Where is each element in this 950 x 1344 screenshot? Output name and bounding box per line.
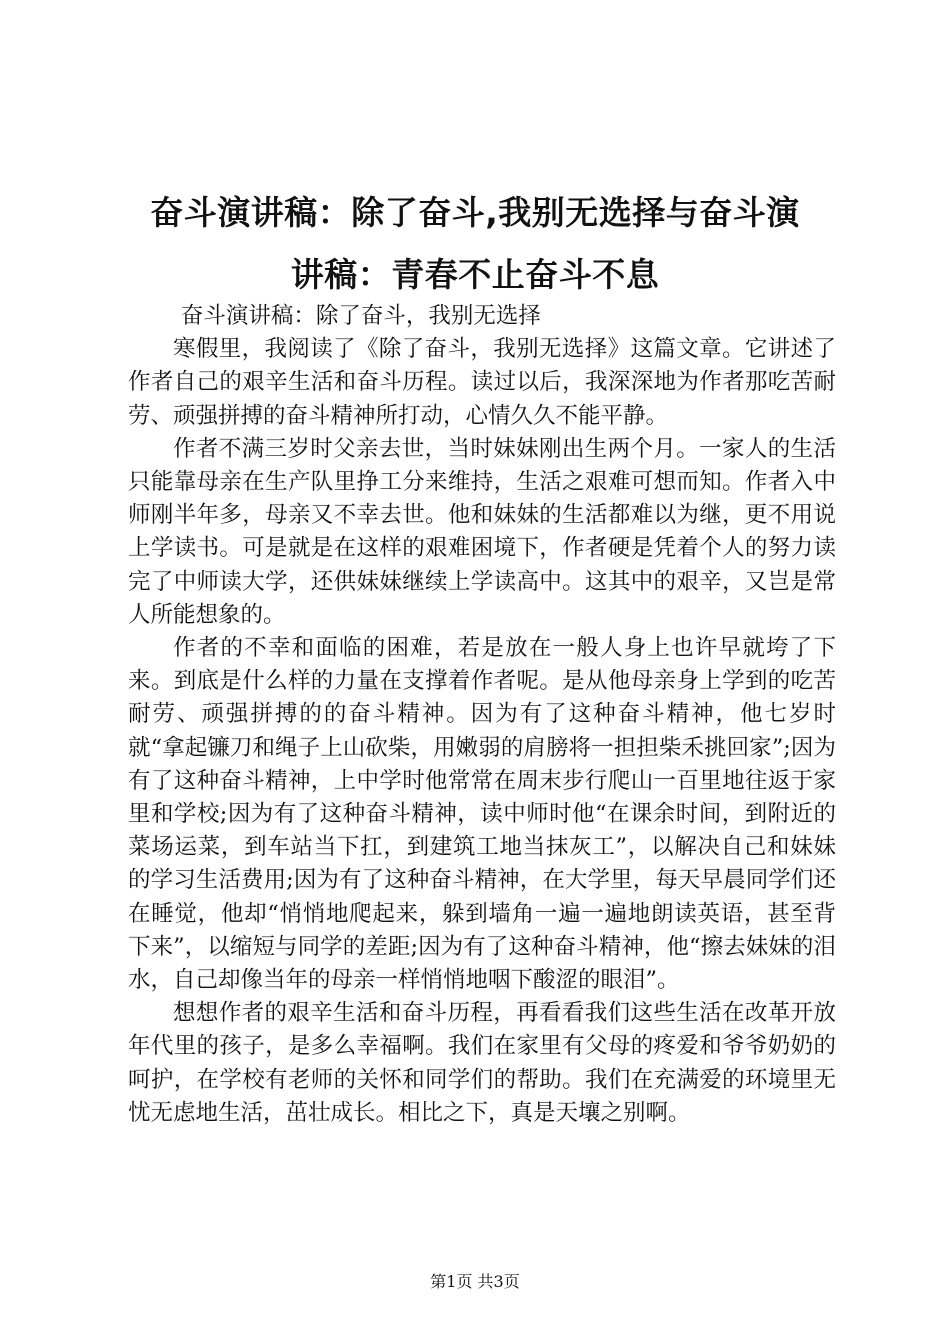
paragraph-3: 作者的不幸和面临的困难，若是放在一般人身上也许早就垮了下来。到底是什么样的力量在支撑着作者呢。是从他母亲身上学到的吃苦耐劳、顽强拼搏的的奋斗精神。因为有了这种奋斗精神，他七岁时就“拿起镰刀和绳子上山砍柴，用嫩弱的肩膀将一担担柴禾挑回家”;因为有了这种奋斗精神，上中学时他常常在周末步行爬山一百里地往返于家里和学校;因为有了这种奋斗精神，读中师时他“在课余时间，到附近的菜场运菜，到车站当下扛，到建筑工地当抹灰工”，以解决自己和妹妹的学习生活费用;因为有了这种奋斗精神，在大学里，每天早晨同学们还在睡觉，他却“悄悄地爬起来，躲到墙角一遍一遍地朗读英语，甚至背下来”，以缩短与同学的差距;因为有了这种奋斗精神，他“擦去妹妹的泪水，自己却像当年的母亲一样悄悄地咽下酸涩的眼泪”。 [128, 635, 836, 994]
paragraph-2: 作者不满三岁时父亲去世，当时妹妹刚出生两个月。一家人的生活只能靠母亲在生产队里挣工分来维持，生活之艰难可想而知。作者入中师刚半年多，母亲又不幸去世。他和妹妹的生活都难以为继，更不用说上学读书。可是就是在这样的艰难困境下，作者硬是凭着个人的努力读完了中师读大学，还供妹妹继续上学读高中。这其中的艰辛，又岂是常人所能想象的。 [128, 435, 836, 628]
paragraph-4: 想想作者的艰辛生活和奋斗历程，再看看我们这些生活在改革开放年代里的孩子，是多么幸福啊。我们在家里有父母的疼爱和爷爷奶奶的呵护，在学校有老师的关怀和同学们的帮助。我们在充满爱的环境里无忧无虑地生活，茁壮成长。相比之下，真是天壤之别啊。 [128, 1000, 836, 1126]
paragraph-1: 寒假里，我阅读了《除了奋斗，我别无选择》这篇文章。它讲述了作者自己的艰辛生活和奋斗历程。读过以后，我深深地为作者那吃苦耐劳、顽强拼搏的奋斗精神所打动，心情久久不能平静。 [128, 336, 836, 429]
page-title [120, 182, 830, 306]
title-line-1: 奋斗演讲稿：除了奋斗,我别无选择与奋斗演 [150, 193, 800, 232]
article-body [128, 300, 836, 1130]
article-subtitle: 奋斗演讲稿：除了奋斗，我别无选择 [180, 303, 541, 329]
title-line-2: 讲稿：青春不止奋斗不息 [290, 255, 660, 294]
page-footer: 第1页 共3页 [430, 1272, 520, 1291]
